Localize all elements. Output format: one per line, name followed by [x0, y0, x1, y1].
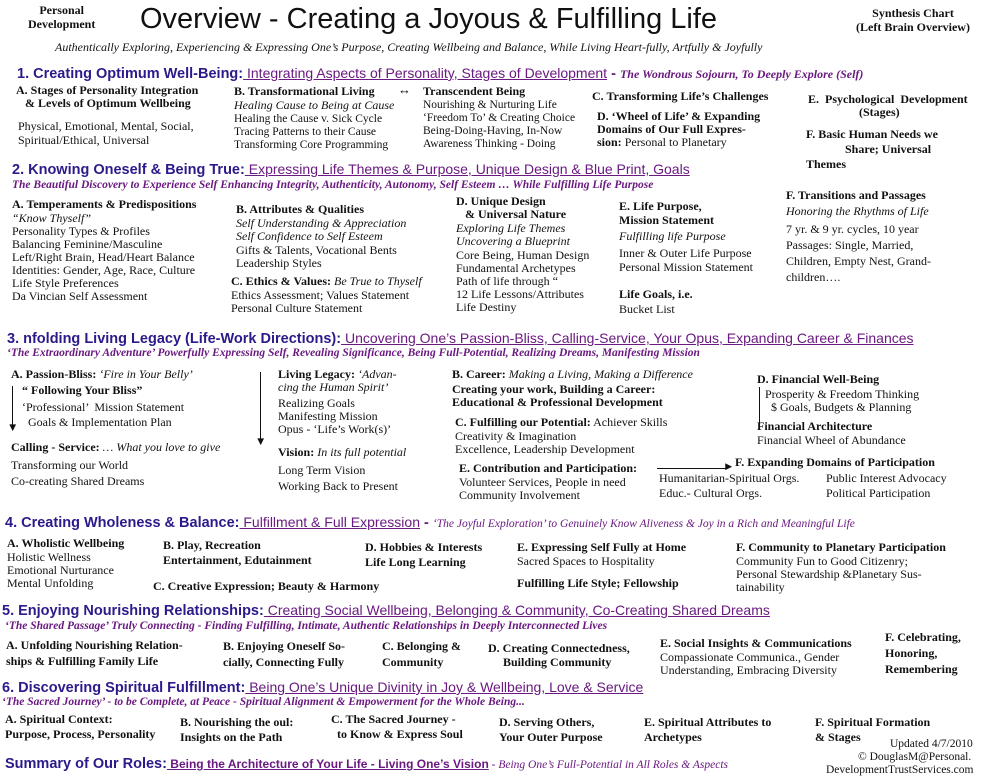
s1-d-body: Personal to Planetary: [621, 135, 727, 149]
subtitle: Authentically Exploring, Experiencing & Expressing One’s Purpose, Creating Wellbeing and Balance, While Living Heart-fully, Artfully & Joyfully: [55, 40, 763, 54]
section-3-tagline: ‘The Extraordinary Adventure’ Powerfully Expressing Self, Revealing Significance, Being Full-Potential, Realizing Dreams, Manifesting Mission: [7, 347, 700, 359]
section-6-header: [2, 680, 643, 696]
section-3-link[interactable]: Uncovering One’s Passion-Bliss, Calling-Service, Your Opus, Expanding Career & Finances: [341, 330, 914, 346]
s3-vision-body: Long Term Vision Working Back to Present: [278, 463, 399, 493]
s3-c-body: Creativity & Imagination Excellence, Leadership Development: [455, 429, 635, 456]
section-2-heading: 2. Knowing Oneself & Being True:: [12, 162, 245, 178]
s3-fa-body: Financial Wheel of Abundance: [757, 433, 906, 447]
s3-calling-body: Transforming our World Co-creating Shared Dreams: [11, 458, 145, 488]
s3-calling: [11, 441, 220, 453]
section-4-dash: -: [420, 515, 433, 531]
s2-c-title: C. Ethics & Values:: [231, 274, 332, 288]
s1-d-title: D. ‘Wheel of Life’ & Expanding Domains of Our Full Expres- sion:: [597, 109, 761, 149]
s3-b-bold: Creating your work, Building a Career: Educational & Professional Development: [452, 382, 663, 409]
s6-f-title: F. Spiritual Formation & Stages: [815, 715, 931, 744]
s4-c-title: C. Creative Expression; Beauty & Harmony: [153, 579, 380, 593]
s3-f-title: F. Expanding Domains of Participation: [735, 455, 935, 469]
s4-e-style: Fulfilling Life Style; Fellowship: [517, 576, 679, 590]
s5-e-body: Compassionate Communica., Gender Understanding, Embracing Diversity: [660, 650, 840, 677]
s3-b: [452, 368, 693, 380]
s3-a-quote: “ Following Your Bliss”: [22, 383, 143, 397]
s3-a-body: ‘Professional’ Mission Statement Goals & Implementation Plan: [22, 400, 185, 429]
s3-f-arrow-icon: ►: [723, 461, 735, 473]
s2-b-title: B. Attributes & Qualities: [236, 202, 364, 216]
s4-d-title: D. Hobbies & Interests Life Long Learning: [365, 540, 483, 569]
s2-goals-body: Bucket List: [619, 302, 675, 316]
s1-t-title: Transcendent Being: [423, 84, 526, 98]
s5-b-title: B. Enjoying Oneself So- cially, Connecting Fully: [223, 639, 346, 669]
s2-d-body: Core Being, Human Design Fundamental Archetypes Path of life through “ 12 Life Lessons/Attributes Life Destiny: [456, 248, 590, 314]
section-4-heading: 4. Creating Wholeness & Balance:: [5, 515, 240, 531]
section-1-link[interactable]: Integrating Aspects of Personality, Stages of Development: [243, 65, 608, 81]
s3-c-title: C. Fulfilling our Potential:: [455, 415, 591, 429]
s1-b-italic: Healing Cause to Being at Cause: [234, 98, 395, 112]
s3-c-body1: Achiever Skills: [590, 415, 668, 429]
s1-t-body: Nourishing & Nurturing Life ‘Freedom To’ & Creating Choice Being-Doing-Having, In-Now Awareness Thinking - Doing: [423, 99, 576, 150]
summary: [5, 756, 728, 772]
footer-updated: Updated 4/7/2010: [890, 738, 973, 750]
s6-a-title: A. Spiritual Context: Purpose, Process, Personality: [5, 712, 156, 741]
section-4-header: [5, 515, 855, 531]
s4-e-title: E. Expressing Self Fully at Home: [517, 540, 687, 554]
s3-down-arrow-line: [12, 386, 13, 426]
s3-f-col2: Public Interest Advocacy Political Participation: [826, 471, 947, 500]
section-3-heading: 3. nfolding Living Legacy (Life-Work Directions):: [7, 331, 342, 347]
section-1-tagline: The Wondrous Sojourn, To Deeply Explore (Self): [619, 67, 864, 81]
s3-legacy-arrow-line: [260, 372, 261, 442]
summary-tagline: - Being One’s Full-Potential in All Roles & Aspects: [488, 759, 729, 771]
section-2-tagline: The Beautiful Discovery to Experience Self Enhancing Integrity, Authenticity, Autonomy, Self Esteem … While Fulfilling Life Purpose: [12, 179, 654, 191]
s3-vision: [278, 446, 406, 458]
right-label: Synthesis Chart (Left Brain Overview): [856, 6, 970, 34]
page-title: Overview - Creating a Joyous & Fulfilling Life: [140, 3, 718, 35]
s3-b-title: B. Career:: [452, 367, 506, 381]
section-4-link[interactable]: Fulfillment & Full Expression: [239, 514, 420, 530]
s5-c-title: C. Belonging & Community: [382, 639, 462, 669]
s2-c: [231, 275, 422, 287]
s3-legacy-italic: ‘Advan- cing the Human Spirit’: [278, 367, 397, 394]
s2-e-title: E. Life Purpose, Mission Statement: [619, 199, 714, 227]
footer-copyright: © DouglasM@Personal.: [858, 751, 972, 763]
s2-d-title: D. Unique Design & Universal Nature: [456, 194, 567, 221]
s6-e-title: E. Spiritual Attributes to Archetypes: [644, 715, 772, 744]
s4-e-body: Sacred Spaces to Hospitality: [517, 554, 655, 568]
section-1-heading: 1. Creating Optimum Well-Being:: [17, 66, 244, 82]
s1-d: [597, 110, 760, 149]
section-5-heading: 5. Enjoying Nourishing Relationships:: [2, 603, 264, 619]
section-5-header: [2, 603, 770, 619]
summary-heading: Summary of Our Roles:: [5, 756, 167, 772]
s2-f-italic: Honoring the Rhythms of Life: [786, 204, 929, 218]
s4-a-body: Holistic Wellness Emotional Nurturance Mental Unfolding: [7, 550, 114, 590]
s1-b-arrow: ↔: [398, 82, 411, 97]
s2-b-body: Gifts & Talents, Vocational Bents Leadership Styles: [236, 243, 397, 270]
s4-f-title: F. Community to Planetary Participation: [736, 540, 946, 554]
s5-e-title: E. Social Insights & Communications: [660, 636, 852, 650]
s3-legacy-body: Realizing Goals Manifesting Mission Opus - ‘Life’s Work(s)’: [278, 396, 392, 436]
s2-c-body: Ethics Assessment; Values Statement Personal Culture Statement: [231, 288, 410, 315]
s3-legacy-title: Living Legacy:: [278, 367, 355, 381]
s3-down-arrow-icon: ▼: [7, 422, 19, 434]
s2-a-body: Personality Types & Profiles Balancing Feminine/Masculine Left/Right Brain, Head/Heart Balance Identities: Gender, Age, Race, Culture Life Style Preferences Da Vincian Self Assessment: [12, 224, 196, 303]
footer-site: DevelopmentTrustServices.com: [826, 764, 974, 776]
section-6-heading: 6. Discovering Spiritual Fulfillment:: [2, 680, 246, 696]
section-6-tagline: ‘The Sacred Journey’ - to be Complete, at Peace - Spiritual Alignment & Empowerment for the Whole Being...: [2, 696, 525, 708]
s3-f-arrow-line: [657, 468, 727, 469]
s3-e-body: Volunteer Services, People in need Community Involvement: [459, 475, 626, 502]
section-1-dash: -: [607, 66, 620, 82]
s4-f-body: Community Fun to Good Citizenry; Personal Stewardship &Planetary Sus- tainability: [736, 554, 922, 594]
s3-d-body: Prosperity & Freedom Thinking $ Goals, Budgets & Planning: [765, 387, 920, 414]
s3-e-title: E. Contribution and Participation:: [459, 461, 638, 475]
s1-c-title: C. Transforming Life’s Challenges: [592, 89, 769, 103]
s3-calling-italic: … What you love to give: [99, 440, 221, 454]
section-4-tagline: ‘The Joyful Exploration’ to Genuinely Know Aliveness & Joy in a Rich and Meaningful Life: [432, 518, 855, 530]
s3-legacy-arrow-icon: ▼: [255, 436, 267, 448]
s2-b-italic: Self Understanding & Appreciation Self Confidence to Self Esteem: [236, 216, 407, 243]
s6-c-title: C. The Sacred Journey - to Know & Express Soul: [331, 712, 463, 741]
section-5-tagline: ‘The Shared Passage’ Truly Connecting - Finding Fulfilling, Intimate, Authentic Relationships in Deeply Interconnected Lives: [5, 620, 608, 632]
left-label: Personal Development: [28, 3, 96, 31]
s4-b-title: B. Play, Recreation Entertainment, Edutainment: [163, 538, 312, 567]
s3-fa-title: Financial Architecture: [757, 419, 873, 433]
s1-a-body: Physical, Emotional, Mental, Social, Spiritual/Ethical, Universal: [18, 119, 194, 147]
s3-calling-title: Calling - Service:: [11, 440, 100, 454]
s2-e-body: Inner & Outer Life Purpose Personal Mission Statement: [619, 246, 753, 274]
s3-b-italic: Making a Living, Making a Difference: [505, 367, 693, 381]
s2-a-title: A. Temperaments & Predispositions: [12, 197, 197, 211]
s1-a-title: A. Stages of Personality Integration & Levels of Optimum Wellbeing: [16, 83, 199, 110]
s3-c: [455, 416, 667, 428]
summary-link[interactable]: Being the Architecture of Your Life - Living One’s Vision: [166, 757, 489, 771]
section-2-link[interactable]: Expressing Life Themes & Purpose, Unique Design & Blue Print, Goals: [244, 161, 690, 177]
s3-a: [11, 368, 193, 380]
s1-e-title: E. Psychological Development (Stages): [808, 92, 968, 119]
s3-f-col1: Humanitarian-Spiritual Orgs. Educ.- Cultural Orgs.: [659, 471, 800, 500]
s5-a-title: A. Unfolding Nourishing Relation- ships & Fulfilling Family Life: [6, 638, 183, 668]
s1-f-title: F. Basic Human Needs we Share; Universal Themes: [806, 127, 938, 171]
s3-legacy: [278, 368, 397, 394]
s2-f-title: F. Transitions and Passages: [786, 188, 926, 202]
s6-d-title: D. Serving Others, Your Outer Purpose: [499, 715, 603, 744]
s1-b-title: B. Transformational Living: [234, 84, 375, 98]
s2-c-italic: Be True to Thyself: [331, 274, 422, 288]
section-3-header: [7, 331, 914, 347]
s2-goals-title: Life Goals, i.e.: [619, 287, 693, 301]
s3-a-italic: ‘Fire in Your Belly’: [96, 367, 193, 381]
s3-a-title: A. Passion-Bliss:: [11, 367, 97, 381]
s4-a-title: A. Wholistic Wellbeing: [7, 536, 125, 550]
s2-f-body: 7 yr. & 9 yr. cycles, 10 year Passages: Single, Married, Children, Empty Nest, Grand- children….: [786, 222, 931, 284]
s2-e-italic: Fulfilling life Purpose: [619, 229, 726, 243]
s2-d-italic: Exploring Life Themes Uncovering a Blueprint: [456, 221, 570, 248]
s3-vision-italic: In its full potential: [314, 445, 407, 459]
s1-b-body: Healing the Cause v. Sick Cycle Tracing Patterns to their Cause Transforming Core Programming: [234, 113, 389, 151]
s3-vision-title: Vision:: [278, 445, 315, 459]
s5-d-title: D. Creating Connectedness, Building Community: [488, 641, 630, 669]
section-5-link[interactable]: Creating Social Wellbeing, Belonging & Community, Co-Creating Shared Dreams: [263, 602, 770, 618]
section-6-link[interactable]: Being One’s Unique Divinity in Joy & Wellbeing, Love & Service: [245, 679, 644, 695]
s5-f-title: F. Celebrating, Honoring, Remembering: [885, 630, 961, 676]
section-1-header: [17, 66, 863, 82]
section-2-header: [12, 162, 690, 178]
s6-b-title: B. Nourishing the oul: Insights on the Path: [180, 715, 294, 744]
s2-a-italic: “Know Thyself”: [12, 211, 92, 225]
s3-d-title: D. Financial Well-Being: [757, 372, 880, 386]
